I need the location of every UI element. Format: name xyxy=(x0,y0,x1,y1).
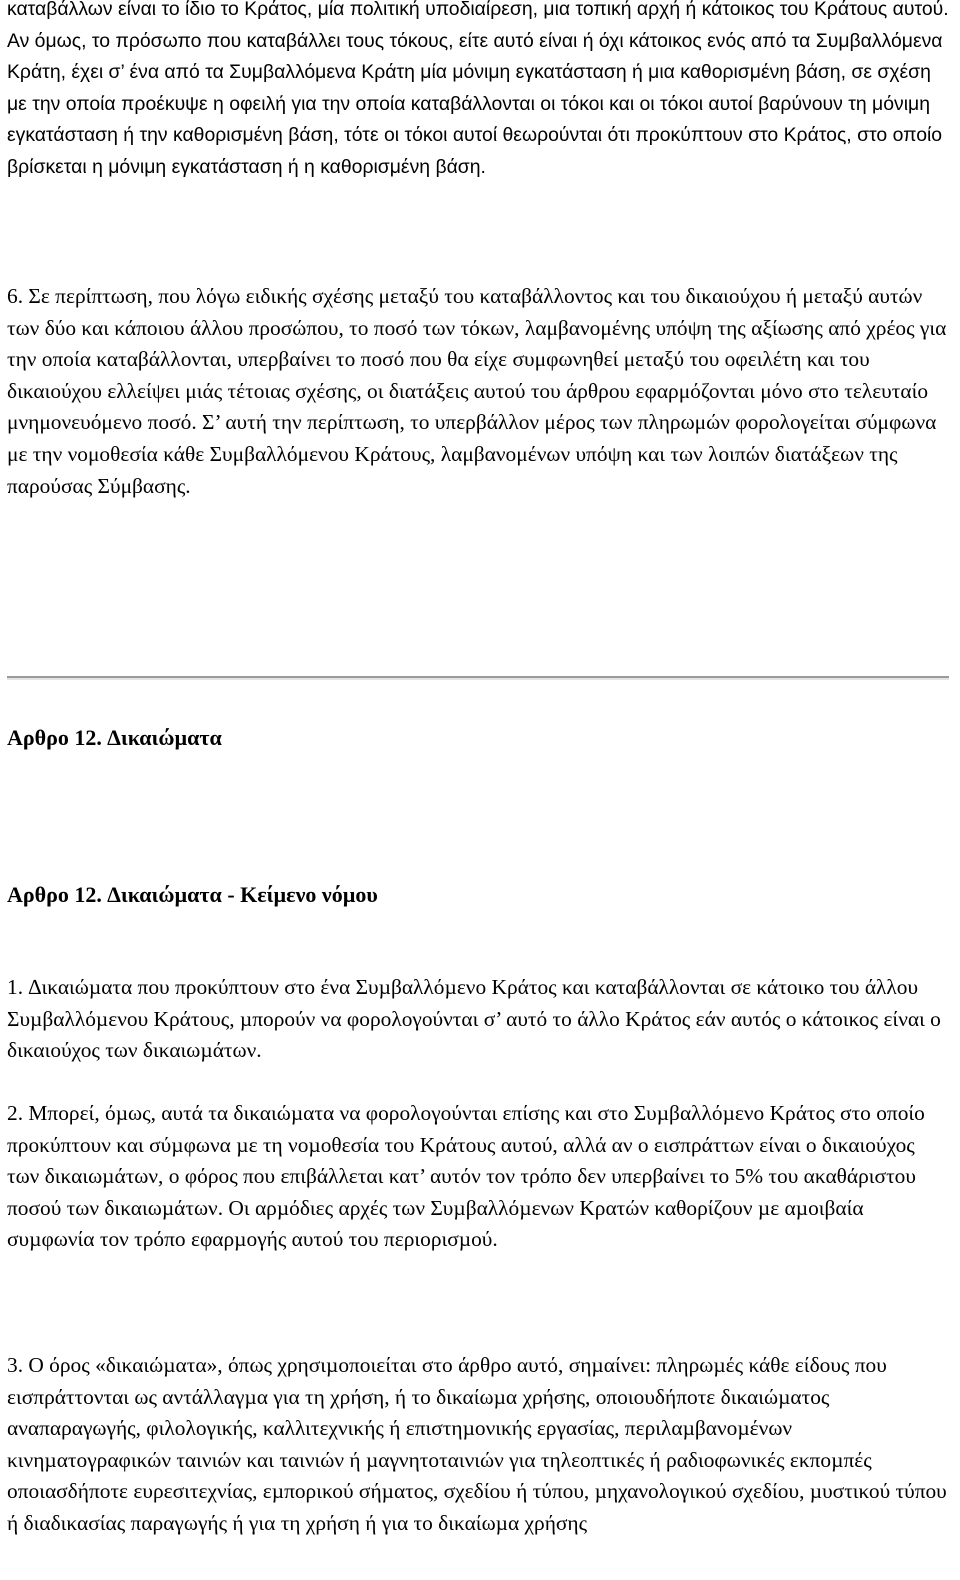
article-heading: Αρθρο 12. ∆ικαιώµατα xyxy=(7,725,222,750)
document-page xyxy=(7,0,955,1580)
article-text-heading: Αρθρο 12. ∆ικαιώµατα - Κείµενο νόµου xyxy=(7,882,378,907)
horizontal-divider xyxy=(7,676,949,680)
clause-3: 3. Ο όρος «δικαιώµατα», όπως χρησιµοποιείται στο άρθρο αυτό, σηµαίνει: πληρωµές κάθε είδους που εισπράττονται ως αντάλλαγµα για τη χρήση, ή το δικαίωµα χρήσης, οποιουδήποτε δικαιώµατος αναπαραγωγής, φιλολογικής, καλλιτεχνικής ή επιστηµονικής εργασίας, περιλαµβανοµένων κινηµατογραφικών ταινιών και ταινιών ή µαγνητοταινιών για τηλεοπτικές ή ραδιοφωνικές εκποµπές οποιασδήποτε ευρεσιτεχνίας, εµπορικού σήµατος, σχεδίου ή τύπου, µηχανολογικού σχεδίου, µυστικού τύπου ή διαδικασίας παραγωγής ή για τη χρήση ή για το δικαίωµα χρήσης xyxy=(7,1353,947,1535)
intro-paragraph: καταβάλλων είναι το ίδιο το Κράτος, μία πολιτική υποδιαίρεση, μια τοπική αρχή ή κάτοικος του Κράτους αυτού. Αν όμως, το πρόσωπο που καταβάλλει τους τόκους, είτε αυτό είναι ή όχι κάτοικος ενός από τα Συμβαλλόμενα Κράτη, έχει σ’ ένα από τα Συμβαλλόμενα Κράτη μία μόνιμη εγκατάσταση ή μια καθορισμένη βάση, σε σχέση με την οποία προέκυψε η οφειλή για την οποία καταβάλλονται οι τόκοι και οι τόκοι αυτοί βαρύνουν τη μόνιμη εγκατάσταση ή την καθορισμένη βάση, τότε οι τόκοι αυτοί θεωρούνται ότι προκύπτουν στο Κράτος, στο οποίο βρίσκεται η μόνιμη εγκατάσταση ή η καθορισμένη βάση. xyxy=(7,0,949,178)
clause-2: 2. Μπορεί, όµως, αυτά τα δικαιώµατα να φορολογούνται επίσης και στο Συµβαλλόµενο Κράτος στο οποίο προκύπτουν και σύµφωνα µε τη νοµοθεσία του Κράτους αυτού, αλλά αν ο εισπράττων είναι ο δικαιούχος των δικαιωµάτων, ο φόρος που επιβάλλεται κατ’ αυτόν τον τρόπο δεν υπερβαίνει το 5% του ακαθάριστου ποσού των δικαιωµάτων. Οι αρµόδιες αρχές των Συµβαλλόµενων Κρατών καθορίζουν µε αµοιβαία συµφωνία τον τρόπο εφαρµογής αυτού του περιορισµού. xyxy=(7,1101,925,1252)
clause-1: 1. ∆ικαιώµατα που προκύπτουν στο ένα Συµβαλλόµενο Κράτος και καταβάλλονται σε κάτοικο του άλλου Συµβαλλόµενου Κράτους, µπορούν να φορολογούνται σ’ αυτό το άλλο Κράτος εάν αυτός ο κάτοικος είναι ο δικαιούχος των δικαιωµάτων. xyxy=(7,975,941,1063)
paragraph-6: 6. Σε περίπτωση, που λόγω ειδικής σχέσης μεταξύ του καταβάλλοντος και του δικαιούχου ή μεταξύ αυτών των δύο και κάποιου άλλου προσώπου, το ποσό των τόκων, λαμβανομένης υπόψη της αξίωσης από χρέος για την οποία καταβάλλονται, υπερβαίνει το ποσό που θα είχε συμφωνηθεί μεταξύ του οφειλέτη και του δικαιούχου ελλείψει μιάς τέτοιας σχέσης, οι διατάξεις αυτού του άρθρου εφαρμόζονται μόνο στο τελευταίο μνημονευόμενο ποσό. Σ’ αυτή την περίπτωση, το υπερβάλλον μέρος των πληρωμών φορολογείται σύμφωνα με την νομοθεσία κάθε Συμβαλλόμενου Κράτους, λαμβανομένων υπόψη και των λοιπών διατάξεων της παρούσας Σύμβασης. xyxy=(7,284,947,498)
